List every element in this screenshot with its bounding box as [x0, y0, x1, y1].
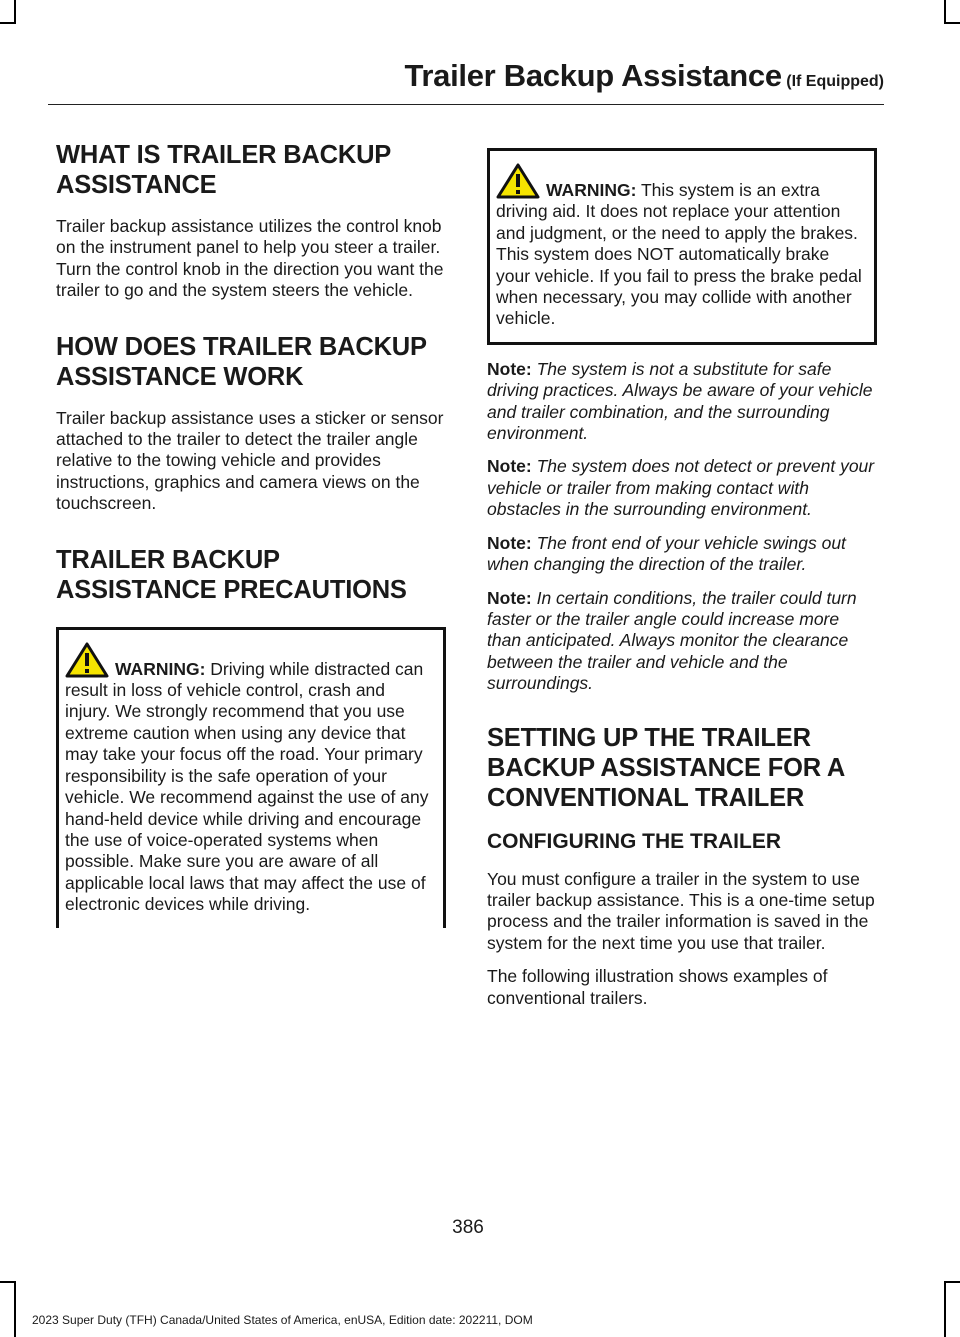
- warning-box-driving-aid: [487, 148, 877, 345]
- crop-mark: [14, 1281, 16, 1337]
- crop-mark: [944, 0, 946, 24]
- note-item: Note: The system is not a substitute for safe driving practices. Always be aware of your vehicle and trailer combination, and the surrounding environment.: [487, 358, 873, 444]
- subsection-heading-configuring: CONFIGURING THE TRAILER: [487, 829, 781, 853]
- warning-text: Driving while distracted can result in loss of vehicle control, crash and injury. We strongly recommend that you use extreme caution when using any device that may take your focus off the road. Your primary responsibility is the safe operation of your vehicle. We recommend against the use of any hand-held device while driving and encourage the use of voice-operated systems when possible. Make sure you are aware of all applicable local laws that may affect the use of electronic devices while driving.: [65, 658, 429, 915]
- warning-text: This system is an extra driving aid. It does not replace your attention and judgment, or the need to apply the brakes. This system does NOT automatically brake your vehicle. If you fail to press the brake pedal when necessary, you may collide with another vehicle.: [496, 180, 862, 329]
- subsection-body-1: You must configure a trailer in the system to use trailer backup assistance. This is a one-time setup process and the trailer information is saved in the system for the next time you use that trailer.: [487, 868, 875, 953]
- section-heading-what-is: WHAT IS TRAILER BACKUP ASSISTANCE: [56, 141, 392, 199]
- page-number: 386: [452, 1217, 484, 1238]
- note-item: Note: The front end of your vehicle swings out when changing the direction of the trailer.: [487, 532, 846, 575]
- crop-mark: [944, 1281, 946, 1337]
- page-header: [0, 58, 884, 94]
- header-subtitle: (If Equipped): [786, 73, 884, 90]
- section-body-how-works: Trailer backup assistance uses a sticker or sensor attached to the trailer to detect the trailer angle relative to the towing vehicle and provides instructions, graphics and camera views on the touchscreen.: [56, 407, 444, 514]
- crop-mark: [14, 0, 16, 24]
- warning-triangle-icon: [65, 642, 109, 678]
- warning-label: WARNING:: [115, 658, 206, 679]
- footer-edition-info: 2023 Super Duty (TFH) Canada/United States of America, enUSA, Edition date: 202211, DOM: [32, 1313, 533, 1327]
- section-heading-setting-up: SETTING UP THE TRAILER BACKUP ASSISTANCE FOR A CONVENTIONAL TRAILER: [487, 723, 846, 812]
- crop-mark: [944, 22, 960, 24]
- subsection-body-2: The following illustration shows examples of conventional trailers.: [487, 966, 828, 1008]
- section-body-what-is: Trailer backup assistance utilizes the control knob on the instrument panel to help you steer a trailer. Turn the control knob in the direction you want the trailer to go and the system steers the vehicle.: [56, 216, 444, 301]
- left-column: [56, 140, 446, 928]
- warning-paragraph: [65, 642, 435, 916]
- warning-triangle-icon: [496, 163, 540, 199]
- header-divider: [48, 104, 884, 105]
- header-title: Trailer Backup Assistance: [404, 58, 782, 93]
- right-column: [487, 148, 877, 1021]
- section-heading-how-works: HOW DOES TRAILER BACKUP ASSISTANCE WORK: [56, 332, 427, 391]
- note-item: Note: The system does not detect or prevent your vehicle or trailer from making contact with obstacles in the surrounding environment.: [487, 456, 875, 520]
- section-heading-precautions: TRAILER BACKUP ASSISTANCE PRECAUTIONS: [56, 545, 407, 604]
- note-item: Note: In certain conditions, the trailer could turn faster or the trailer angle could increase more than anticipated. Always monitor the clearance between the trailer and vehicle and the surroundings.: [487, 587, 857, 694]
- crop-mark: [0, 1281, 16, 1283]
- crop-mark: [944, 1281, 960, 1283]
- warning-label: WARNING:: [546, 180, 637, 200]
- warning-paragraph: [496, 163, 866, 330]
- warning-box-distraction: [56, 627, 446, 928]
- crop-mark: [0, 22, 16, 24]
